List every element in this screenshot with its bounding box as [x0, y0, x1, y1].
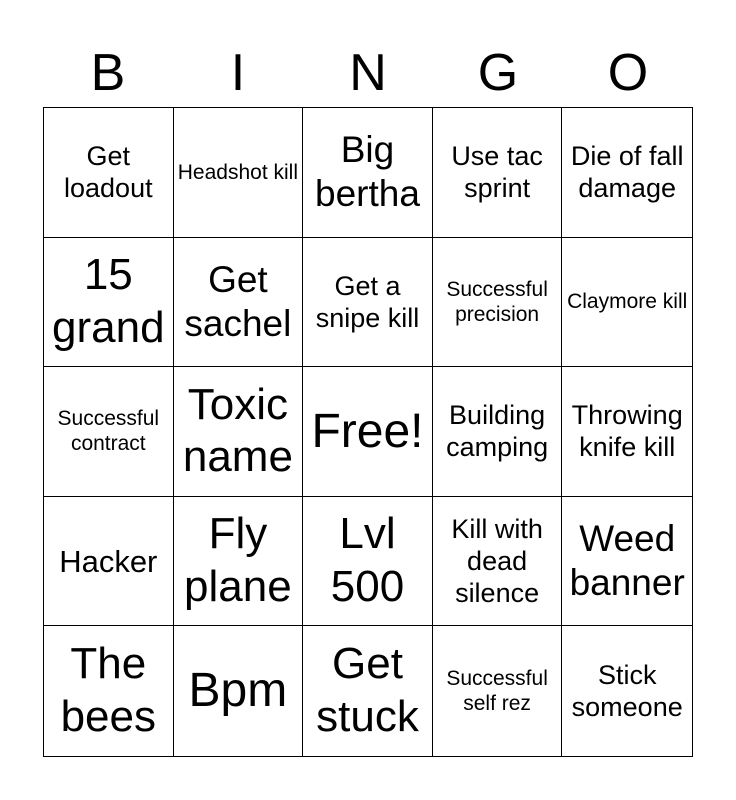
- bingo-cell[interactable]: [562, 238, 692, 368]
- header-letter-i: I: [230, 44, 246, 102]
- cell-label: Building camping: [446, 400, 549, 463]
- bingo-cell[interactable]: [433, 497, 563, 627]
- cell-label: Toxic name: [182, 379, 293, 482]
- cell-label: Lvl 500: [330, 509, 405, 612]
- bingo-cell[interactable]: [562, 497, 692, 627]
- bingo-cell[interactable]: [44, 367, 174, 497]
- bingo-cell[interactable]: [433, 108, 563, 238]
- bingo-cell[interactable]: [433, 626, 563, 756]
- bingo-cell[interactable]: [303, 497, 433, 627]
- cell-label: Stick someone: [571, 659, 683, 723]
- header-letter-n: N: [349, 44, 387, 102]
- cell-label: Get sachel: [184, 258, 292, 344]
- bingo-cell[interactable]: [44, 108, 174, 238]
- cell-label: Fly plane: [184, 509, 292, 612]
- cell-label: Weed banner: [569, 517, 685, 604]
- bingo-cell[interactable]: [303, 108, 433, 238]
- cell-label: Big bertha: [315, 128, 420, 215]
- bingo-cell[interactable]: [174, 367, 304, 497]
- bingo-board: [43, 107, 693, 757]
- cell-label: Hacker: [59, 543, 158, 579]
- header-letter-o: O: [607, 44, 649, 102]
- cell-label: Get stuck: [316, 639, 419, 742]
- bingo-cell[interactable]: [44, 497, 174, 627]
- bingo-cell[interactable]: [44, 626, 174, 756]
- cell-label: Use tac sprint: [451, 140, 543, 204]
- bingo-cell[interactable]: [433, 238, 563, 368]
- bingo-cell[interactable]: [433, 367, 563, 497]
- bingo-cell[interactable]: [174, 626, 304, 756]
- bingo-cell[interactable]: [174, 497, 304, 627]
- bingo-cell[interactable]: [562, 626, 692, 756]
- cell-label: 15 grand: [52, 250, 165, 352]
- bingo-header: [43, 40, 693, 106]
- cell-label: Die of fall damage: [570, 140, 684, 204]
- header-letter-b: B: [90, 44, 126, 102]
- cell-label: Get loadout: [64, 140, 153, 204]
- cell-label: Headshot kill: [177, 160, 298, 184]
- cell-label: Successful self rez: [446, 667, 548, 716]
- bingo-cell[interactable]: [562, 108, 692, 238]
- bingo-cell[interactable]: [303, 626, 433, 756]
- bingo-cell[interactable]: [174, 108, 304, 238]
- cell-label: Successful precision: [446, 277, 548, 326]
- bingo-cell[interactable]: [562, 367, 692, 497]
- cell-label: Claymore kill: [567, 290, 688, 314]
- bingo-cell[interactable]: [174, 238, 304, 368]
- bingo-cell[interactable]: [44, 238, 174, 368]
- cell-label: Free!: [311, 404, 424, 458]
- bingo-cell[interactable]: [303, 238, 433, 368]
- cell-label: Kill with dead silence: [451, 513, 543, 609]
- header-letter-g: G: [477, 44, 519, 102]
- cell-label: Get a snipe kill: [315, 270, 420, 333]
- bingo-cell[interactable]: [303, 367, 433, 497]
- cell-label: Bpm: [188, 664, 288, 718]
- cell-label: Successful contract: [57, 407, 160, 456]
- cell-label: The bees: [60, 639, 156, 742]
- cell-label: Throwing knife kill: [571, 400, 683, 463]
